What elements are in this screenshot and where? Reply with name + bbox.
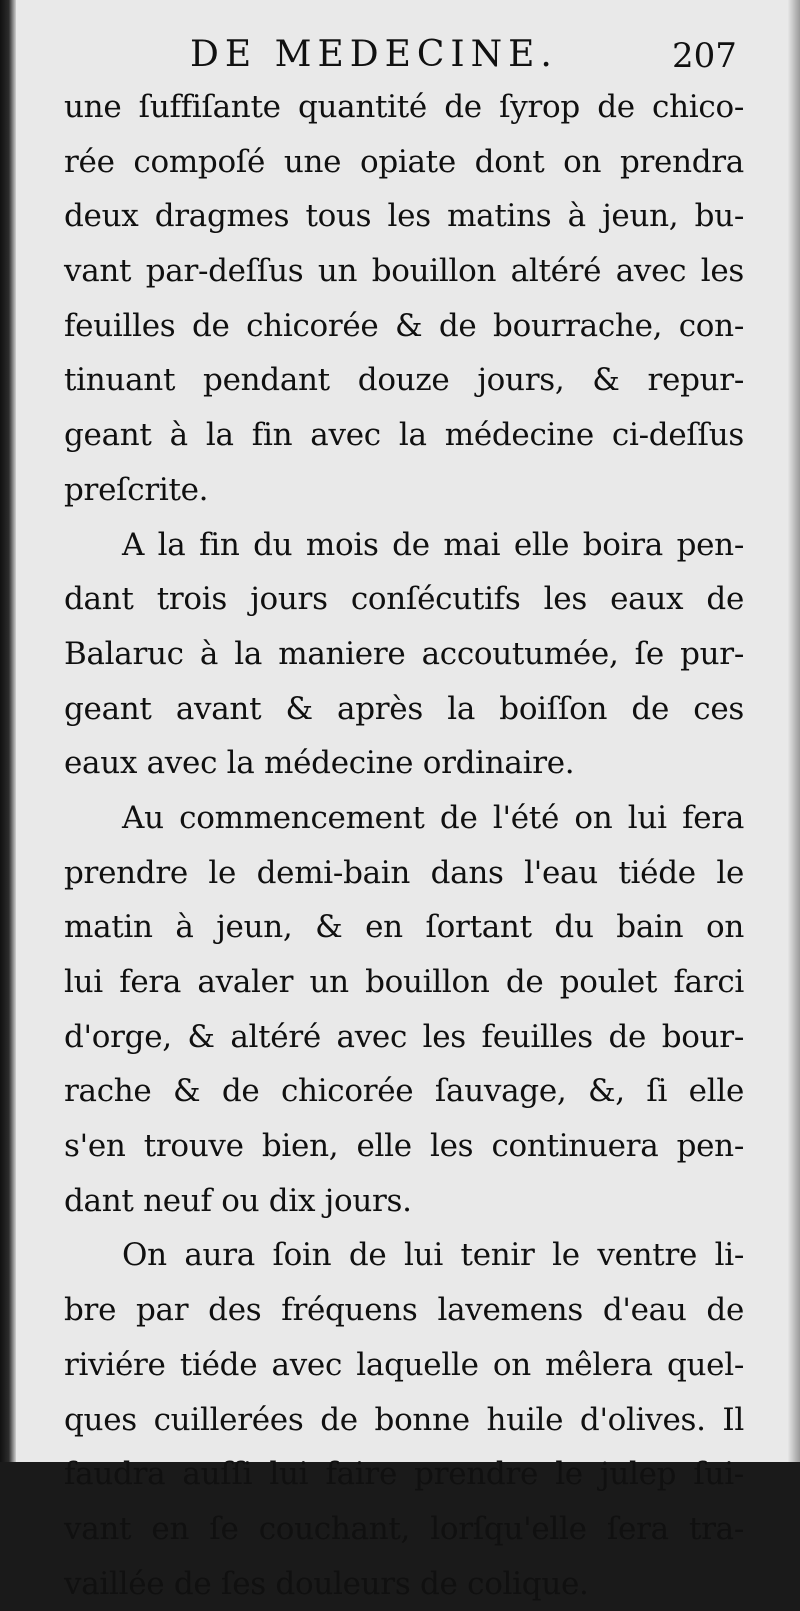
text-line: preſcrite. [64,471,209,508]
text-line: bre par des fréquens lavemens d'eau de [64,1292,744,1329]
body-text [64,80,744,1611]
text-line: feuilles de chicorée & de bourrache, con- [64,307,744,344]
text-line: vant par-deſſus un bouillon altéré avec les [64,253,744,290]
text-line: geant à la fin avec la médecine ci-deſſus [64,417,744,454]
text-line: d'orge, & altéré avec les feuilles de bour- [64,1018,744,1055]
paragraph-first-line: On aura ſoin de lui tenir le ventre li- [122,1237,744,1274]
text-line: dant trois jours conſécutifs les eaux de [64,581,744,618]
text-line: geant avant & après la boiſſon de ces [64,690,744,727]
text-line: riviére tiéde avec laquelle on mêlera quel- [64,1346,744,1383]
paragraph-first-line: A la fin du mois de mai elle boira pen- [122,526,744,563]
text-line: prendre le demi-bain dans l'eau tiéde le [64,854,744,891]
text-line: faudra auſſi lui faire prendre le julep ſui- [64,1456,744,1493]
text-line: rache & de chicorée ſauvage, &, ſi elle [64,1073,744,1110]
text-line: lui fera avaler un bouillon de poulet farci [64,964,744,1000]
running-head: DE MEDECINE. [190,34,558,75]
text-line: une ſuffiſante quantité de ſyrop de chico- [64,89,744,125]
text-line: vant en ſe couchant, lorſqu'elle ſera tra- [64,1510,744,1547]
text-line: deux dragmes tous les matins à jeun, bu- [64,198,744,235]
text-line: matin à jeun, & en ſortant du bain on [64,909,744,946]
text-line: tinuant pendant douze jours, & repur- [64,362,744,399]
text-line: vaillée de ſes douleurs de colique. [64,1565,589,1602]
text-line: Balaruc à la maniere accoutumée, ſe pur- [64,635,744,672]
text-line: eaux avec la médecine ordinaire. [64,745,575,782]
text-line: ques cuillerées de bonne huile d'olives. Il [64,1401,744,1438]
page-number: 207 [672,36,737,76]
text-line: rée compoſé une opiate dont on prendra [64,143,744,180]
text-line: s'en trouve bien, elle les continuera pen- [64,1128,744,1165]
text-line: dant neuf ou dix jours. [64,1182,412,1219]
paragraph-first-line: Au commencement de l'été on lui fera [122,799,744,836]
